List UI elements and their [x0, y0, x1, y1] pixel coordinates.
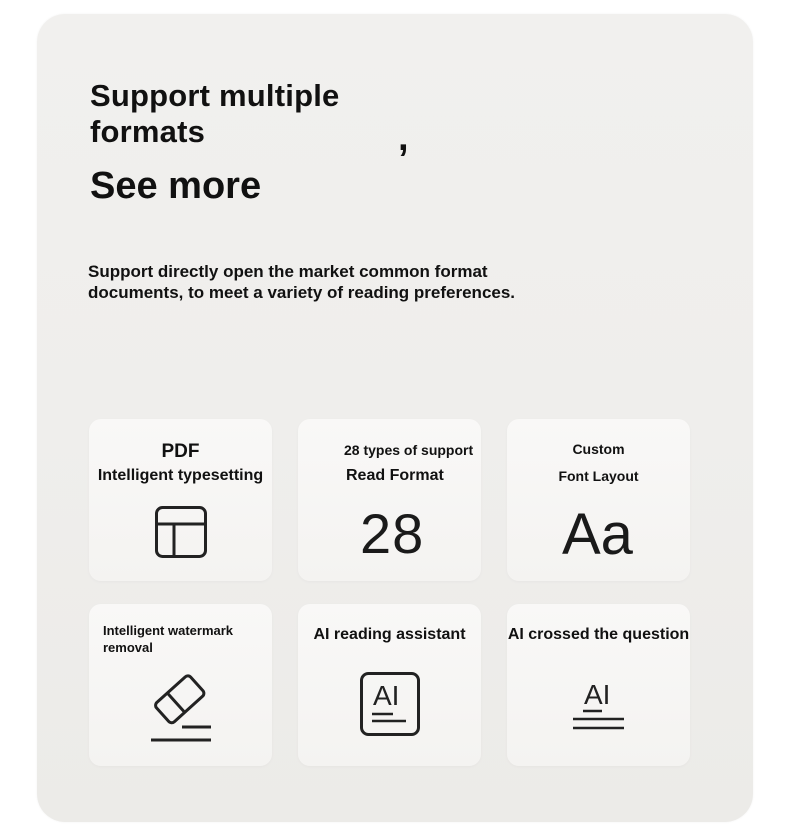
feature-card-title: AI crossed the question	[507, 626, 690, 643]
title-comma: ,	[398, 117, 409, 159]
ai-icon-text: AI	[373, 680, 400, 711]
feature-card-watermark[interactable]	[89, 604, 272, 766]
layout-icon	[155, 506, 207, 558]
ai-lines-icon	[573, 674, 627, 734]
ai-document-icon	[360, 672, 420, 736]
feature-card-title: 28 types of support	[344, 442, 474, 458]
eraser-icon	[149, 668, 213, 742]
feature-card-title: PDF	[161, 441, 200, 462]
page-title: Support multiple formats	[90, 78, 340, 149]
feature-card-formats[interactable]	[298, 419, 481, 581]
ai-icon-text: AI	[584, 679, 611, 710]
font-sample: Aa	[562, 502, 633, 567]
feature-card-ai-assistant[interactable]	[298, 604, 481, 766]
see-more-link[interactable]: See more	[90, 165, 262, 207]
feature-card-subtitle: Font Layout	[558, 468, 639, 484]
feature-card-title: AI reading assistant	[313, 626, 466, 643]
format-count: 28	[360, 502, 425, 565]
feature-card-title: Custom	[572, 441, 625, 457]
feature-card-title: Intelligent watermark removal	[103, 623, 234, 655]
feature-card-font[interactable]	[507, 419, 690, 581]
feature-card-subtitle: Intelligent typesetting	[97, 467, 264, 484]
feature-card-ai-question[interactable]	[507, 604, 690, 766]
description-text: Support directly open the market common format documents, to meet a variety of reading preferences.	[88, 262, 516, 302]
feature-card-subtitle: Read Format	[346, 467, 444, 484]
feature-card-pdf[interactable]	[89, 419, 272, 581]
